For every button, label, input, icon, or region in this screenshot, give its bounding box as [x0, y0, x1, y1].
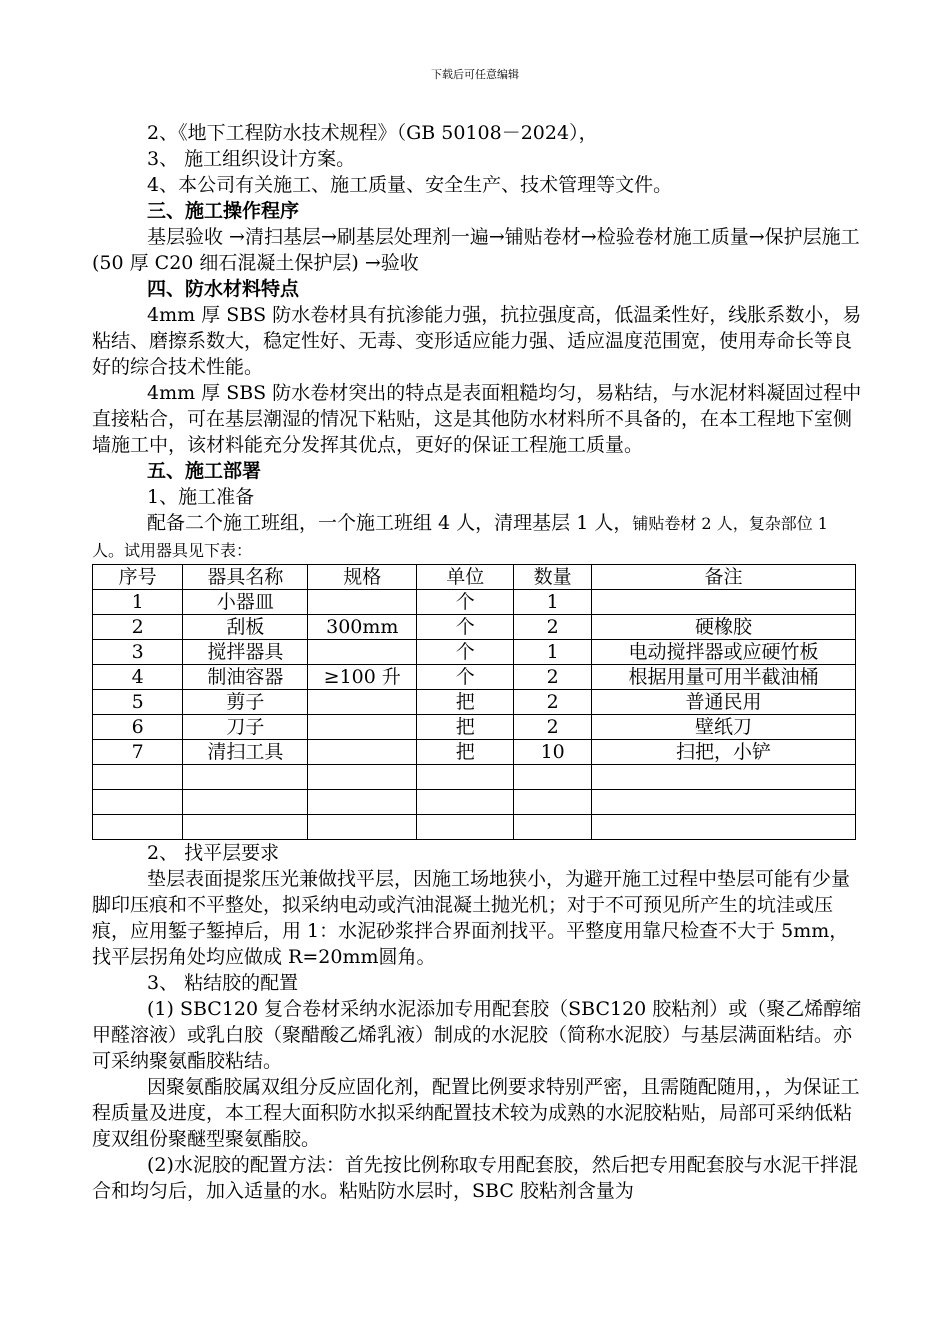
table-cell: 4: [93, 665, 183, 690]
header-cell: 序号: [93, 565, 183, 590]
table-cell: 2: [93, 615, 183, 640]
table-cell: [591, 765, 855, 790]
preparation-text-b: 铺贴卷材 2 人，复杂部位 1 人。试用器具见下表：: [92, 514, 828, 560]
table-cell: [308, 740, 417, 765]
table-cell: 把: [417, 715, 514, 740]
table-row: [93, 790, 856, 815]
table-cell: 10: [514, 740, 592, 765]
leveling-paragraph: 垫层表面提浆压光兼做找平层，因施工场地狭小，为避开施工过程中垫层可能有少量脚印压痕和不平整处，拟采纳电动或汽油混凝土抛光机；对于不可预见所产生的坑洼或压痕，应用錾子錾掉后，用 1：水泥砂浆拌合界面剂找平。平整度用靠尺检查不大于 5mm，找平层拐角处均应做成 R=20mm圆角。: [92, 868, 851, 968]
table-cell: 2: [514, 690, 592, 715]
document-body: [92, 120, 862, 1204]
preparation-text-a: 配备二个施工班组，一个施工班组 4 人，清理基层 1 人，: [147, 512, 633, 534]
table-cell: [308, 690, 417, 715]
table-cell: [308, 765, 417, 790]
table-cell: 根据用量可用半截油桶: [591, 665, 855, 690]
material-paragraph-1: 4mm 厚 SBS 防水卷材具有抗渗能力强，抗拉强度高，低温柔性好，线胀系数小，易粘结、磨擦系数大，稳定性好、无毒、变形适应能力强、适应温度范围宽，使用寿命长等良好的综合技术性能。: [92, 304, 862, 378]
adhesive-paragraph-2: 因聚氨酯胶属双组分反应固化剂，配置比例要求特别严密，且需随配随用，，为保证工程质量及进度，本工程大面积防水拟采纳配置技术较为成熟的水泥胶粘贴，局部可采纳低粘度双组份聚醚型聚氨酯胶。: [92, 1076, 860, 1150]
table-cell: 个: [417, 615, 514, 640]
table-cell: 1: [514, 640, 592, 665]
table-cell: [93, 765, 183, 790]
header-cell: 单位: [417, 565, 514, 590]
table-row: [93, 715, 856, 740]
table-cell: [591, 790, 855, 815]
table-cell: 扫把，小铲: [591, 740, 855, 765]
table-cell: 剪子: [183, 690, 308, 715]
table-body: [93, 590, 856, 840]
table-cell: 硬橡胶: [591, 615, 855, 640]
table-row: [93, 665, 856, 690]
table-cell: 把: [417, 740, 514, 765]
table-cell: [308, 815, 417, 840]
table-cell: 5: [93, 690, 183, 715]
header-cell: 规格: [308, 565, 417, 590]
tools-table: [92, 564, 856, 840]
table-cell: 个: [417, 590, 514, 615]
table-cell: 搅拌器具: [183, 640, 308, 665]
table-cell: ≥100 升: [308, 665, 417, 690]
section-heading-procedure: 三、施工操作程序: [147, 200, 300, 222]
table-cell: [417, 765, 514, 790]
table-cell: [93, 790, 183, 815]
table-cell: 普通民用: [591, 690, 855, 715]
table-cell: [417, 815, 514, 840]
table-cell: 300mm: [308, 615, 417, 640]
subheading-adhesive: 3、 粘结胶的配置: [147, 972, 299, 994]
table-cell: 7: [93, 740, 183, 765]
table-header-row: [93, 565, 856, 590]
preparation-paragraph: [92, 510, 862, 564]
table-cell: [591, 815, 855, 840]
reference-line-4: 4、本公司有关施工、施工质量、安全生产、技术管理等文件。: [147, 174, 673, 196]
table-row: [93, 640, 856, 665]
table-cell: 刀子: [183, 715, 308, 740]
header-cell: 数量: [514, 565, 592, 590]
table-cell: 清扫工具: [183, 740, 308, 765]
table-cell: [308, 715, 417, 740]
table-cell: [93, 815, 183, 840]
subheading-preparation: 1、施工准备: [147, 486, 255, 508]
table-cell: 制油容器: [183, 665, 308, 690]
subheading-leveling: 2、 找平层要求: [147, 842, 280, 864]
table-row: [93, 740, 856, 765]
table-cell: [308, 640, 417, 665]
table-cell: [514, 765, 592, 790]
table-cell: [514, 815, 592, 840]
table-cell: 1: [93, 590, 183, 615]
table-cell: [183, 790, 308, 815]
table-row: [93, 765, 856, 790]
table-cell: 2: [514, 715, 592, 740]
section-heading-deployment: 五、施工部署: [147, 460, 262, 482]
section-heading-material: 四、防水材料特点: [147, 278, 300, 300]
table-cell: 2: [514, 665, 592, 690]
adhesive-paragraph-3: (2)水泥胶的配置方法：首先按比例称取专用配套胶，然后把专用配套胶与水泥干拌混合和均匀后，加入适量的水。粘贴防水层时，SBC 胶粘剂含量为: [92, 1154, 858, 1202]
table-cell: 2: [514, 615, 592, 640]
table-cell: 个: [417, 640, 514, 665]
table-cell: 3: [93, 640, 183, 665]
adhesive-paragraph-1: (1) SBC120 复合卷材采纳水泥添加专用配套胶（SBC120 胶粘剂）或（聚乙烯醇缩甲醛溶液）或乳白胶（聚醋酸乙烯乳液）制成的水泥胶（简称水泥胶）与基层满面粘结。亦可采纳聚氨酯胶粘结。: [92, 998, 862, 1072]
table-cell: 小器皿: [183, 590, 308, 615]
table-row: [93, 590, 856, 615]
table-cell: [308, 590, 417, 615]
table-cell: [591, 590, 855, 615]
table-cell: 壁纸刀: [591, 715, 855, 740]
table-cell: [183, 815, 308, 840]
reference-line-2: 2、《地下工程防水技术规程》（GB 50108－2024），: [147, 122, 598, 144]
table-row: [93, 815, 856, 840]
page-header-note: 下载后可任意编辑: [431, 68, 519, 81]
table-cell: 1: [514, 590, 592, 615]
table-row: [93, 690, 856, 715]
procedure-paragraph: 基层验收 →清扫基层→刷基层处理剂一遍→铺贴卷材→检验卷材施工质量→保护层施工(50 厚 C20 细石混凝土保护层) →验收: [92, 226, 860, 274]
table-cell: [308, 790, 417, 815]
header-cell: 备注: [591, 565, 855, 590]
material-paragraph-2: 4mm 厚 SBS 防水卷材突出的特点是表面粗糙均匀，易粘结，与水泥材料凝固过程中直接粘合，可在基层潮湿的情况下粘贴，这是其他防水材料所不具备的，在本工程地下室侧墙施工中，该材料能充分发挥其优点，更好的保证工程施工质量。: [92, 382, 862, 456]
table-cell: [417, 790, 514, 815]
table-cell: [514, 790, 592, 815]
table-row: [93, 615, 856, 640]
table-cell: 个: [417, 665, 514, 690]
table-cell: 刮板: [183, 615, 308, 640]
table-cell: [183, 765, 308, 790]
reference-line-3: 3、 施工组织设计方案。: [147, 148, 356, 170]
table-cell: 电动搅拌器或应硬竹板: [591, 640, 855, 665]
header-cell: 器具名称: [183, 565, 308, 590]
table-cell: 把: [417, 690, 514, 715]
table-cell: 6: [93, 715, 183, 740]
